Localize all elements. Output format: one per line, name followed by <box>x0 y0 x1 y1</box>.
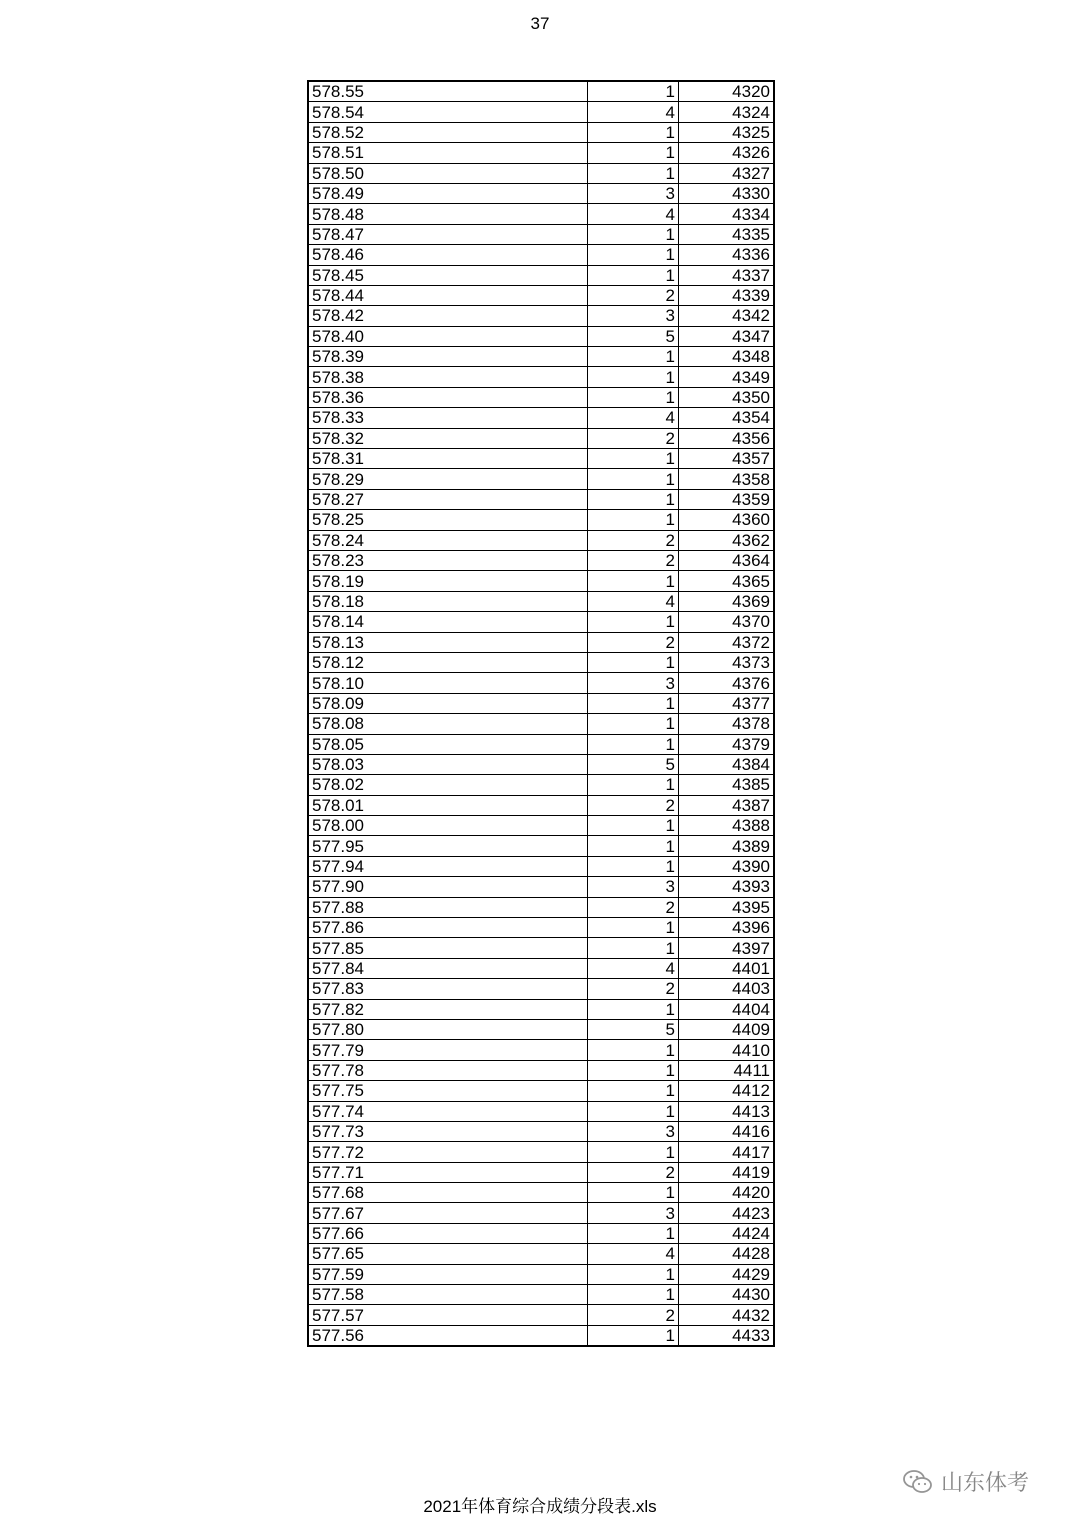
cumulative-cell: 4349 <box>679 367 775 387</box>
count-cell: 1 <box>588 489 679 509</box>
count-cell: 4 <box>588 1244 679 1264</box>
count-cell: 3 <box>588 183 679 203</box>
table-row <box>308 591 774 611</box>
count-cell: 1 <box>588 224 679 244</box>
score-cell: 577.74 <box>308 1101 588 1121</box>
score-cell: 578.54 <box>308 102 588 122</box>
table-row <box>308 938 774 958</box>
cumulative-cell: 4362 <box>679 530 775 550</box>
table-row <box>308 754 774 774</box>
score-cell: 578.49 <box>308 183 588 203</box>
table-row <box>308 367 774 387</box>
cumulative-cell: 4360 <box>679 510 775 530</box>
watermark <box>903 1466 1029 1497</box>
score-cell: 578.46 <box>308 245 588 265</box>
table-row <box>308 877 774 897</box>
table-row <box>308 897 774 917</box>
cumulative-cell: 4403 <box>679 979 775 999</box>
score-cell: 577.59 <box>308 1264 588 1284</box>
cumulative-cell: 4390 <box>679 856 775 876</box>
cumulative-cell: 4339 <box>679 285 775 305</box>
page-number: 37 <box>530 14 550 33</box>
count-cell: 2 <box>588 897 679 917</box>
cumulative-cell: 4423 <box>679 1203 775 1223</box>
cumulative-cell: 4419 <box>679 1162 775 1182</box>
table-row <box>308 999 774 1019</box>
cumulative-cell: 4369 <box>679 591 775 611</box>
cumulative-cell: 4433 <box>679 1325 775 1346</box>
score-cell: 578.12 <box>308 652 588 672</box>
score-cell: 577.95 <box>308 836 588 856</box>
score-cell: 578.52 <box>308 122 588 142</box>
count-cell: 1 <box>588 1183 679 1203</box>
cumulative-cell: 4397 <box>679 938 775 958</box>
cumulative-cell: 4336 <box>679 245 775 265</box>
table-row <box>308 102 774 122</box>
table-row <box>308 265 774 285</box>
score-cell: 577.79 <box>308 1040 588 1060</box>
count-cell: 3 <box>588 877 679 897</box>
table-row <box>308 1264 774 1284</box>
table-row <box>308 1183 774 1203</box>
table-row <box>308 347 774 367</box>
table-row <box>308 958 774 978</box>
cumulative-cell: 4364 <box>679 550 775 570</box>
score-cell: 578.27 <box>308 489 588 509</box>
table-row <box>308 816 774 836</box>
count-cell: 4 <box>588 408 679 428</box>
score-cell: 578.47 <box>308 224 588 244</box>
table-row <box>308 143 774 163</box>
score-cell: 578.39 <box>308 347 588 367</box>
count-cell: 3 <box>588 673 679 693</box>
count-cell: 1 <box>588 836 679 856</box>
cumulative-cell: 4420 <box>679 1183 775 1203</box>
count-cell: 1 <box>588 245 679 265</box>
score-cell: 578.02 <box>308 775 588 795</box>
score-cell: 577.90 <box>308 877 588 897</box>
score-cell: 577.68 <box>308 1183 588 1203</box>
count-cell: 1 <box>588 1223 679 1243</box>
table-row <box>308 428 774 448</box>
table-row <box>308 673 774 693</box>
cumulative-cell: 4359 <box>679 489 775 509</box>
score-cell: 577.58 <box>308 1285 588 1305</box>
table-row <box>308 1101 774 1121</box>
count-cell: 1 <box>588 1040 679 1060</box>
table-row <box>308 1325 774 1346</box>
count-cell: 1 <box>588 1325 679 1346</box>
score-cell: 578.42 <box>308 306 588 326</box>
count-cell: 2 <box>588 550 679 570</box>
count-cell: 1 <box>588 714 679 734</box>
score-cell: 578.14 <box>308 612 588 632</box>
score-cell: 577.82 <box>308 999 588 1019</box>
cumulative-cell: 4389 <box>679 836 775 856</box>
cumulative-cell: 4384 <box>679 754 775 774</box>
count-cell: 1 <box>588 652 679 672</box>
score-cell: 577.84 <box>308 958 588 978</box>
cumulative-cell: 4424 <box>679 1223 775 1243</box>
table-row <box>308 285 774 305</box>
score-cell: 577.66 <box>308 1223 588 1243</box>
score-cell: 577.72 <box>308 1142 588 1162</box>
score-cell: 578.40 <box>308 326 588 346</box>
file-title: 2021年体育综合成绩分段表.xls <box>423 1497 657 1516</box>
cumulative-cell: 4428 <box>679 1244 775 1264</box>
table-row <box>308 693 774 713</box>
score-cell: 577.71 <box>308 1162 588 1182</box>
cumulative-cell: 4342 <box>679 306 775 326</box>
count-cell: 1 <box>588 571 679 591</box>
cumulative-cell: 4416 <box>679 1121 775 1141</box>
cumulative-cell: 4325 <box>679 122 775 142</box>
count-cell: 2 <box>588 285 679 305</box>
cumulative-cell: 4388 <box>679 816 775 836</box>
score-cell: 578.44 <box>308 285 588 305</box>
score-cell: 577.86 <box>308 918 588 938</box>
score-cell: 577.88 <box>308 897 588 917</box>
table-body <box>308 81 774 1346</box>
cumulative-cell: 4372 <box>679 632 775 652</box>
cumulative-cell: 4401 <box>679 958 775 978</box>
count-cell: 1 <box>588 918 679 938</box>
score-cell: 578.50 <box>308 163 588 183</box>
cumulative-cell: 4334 <box>679 204 775 224</box>
score-cell: 578.24 <box>308 530 588 550</box>
table-row <box>308 1162 774 1182</box>
cumulative-cell: 4357 <box>679 449 775 469</box>
cumulative-cell: 4347 <box>679 326 775 346</box>
count-cell: 3 <box>588 1121 679 1141</box>
score-cell: 578.23 <box>308 550 588 570</box>
count-cell: 4 <box>588 958 679 978</box>
table-row <box>308 326 774 346</box>
count-cell: 1 <box>588 367 679 387</box>
table-row <box>308 918 774 938</box>
score-cell: 578.55 <box>308 81 588 102</box>
score-cell: 578.08 <box>308 714 588 734</box>
count-cell: 1 <box>588 449 679 469</box>
table-row <box>308 1081 774 1101</box>
score-cell: 577.67 <box>308 1203 588 1223</box>
score-cell: 578.38 <box>308 367 588 387</box>
cumulative-cell: 4337 <box>679 265 775 285</box>
cumulative-cell: 4358 <box>679 469 775 489</box>
table-row <box>308 1040 774 1060</box>
count-cell: 3 <box>588 1203 679 1223</box>
count-cell: 2 <box>588 795 679 815</box>
cumulative-cell: 4396 <box>679 918 775 938</box>
cumulative-cell: 4410 <box>679 1040 775 1060</box>
cumulative-cell: 4377 <box>679 693 775 713</box>
cumulative-cell: 4432 <box>679 1305 775 1325</box>
table-row <box>308 224 774 244</box>
cumulative-cell: 4417 <box>679 1142 775 1162</box>
cumulative-cell: 4324 <box>679 102 775 122</box>
score-cell: 578.51 <box>308 143 588 163</box>
count-cell: 1 <box>588 1101 679 1121</box>
score-cell: 577.57 <box>308 1305 588 1325</box>
table-row <box>308 836 774 856</box>
table-row <box>308 1203 774 1223</box>
count-cell: 1 <box>588 856 679 876</box>
cumulative-cell: 4385 <box>679 775 775 795</box>
score-cell: 578.05 <box>308 734 588 754</box>
table-row <box>308 1142 774 1162</box>
count-cell: 2 <box>588 428 679 448</box>
table-row <box>308 632 774 652</box>
table-row <box>308 408 774 428</box>
table-row <box>308 979 774 999</box>
table-row <box>308 387 774 407</box>
cumulative-cell: 4395 <box>679 897 775 917</box>
score-cell: 578.33 <box>308 408 588 428</box>
score-cell: 578.03 <box>308 754 588 774</box>
count-cell: 1 <box>588 469 679 489</box>
cumulative-cell: 4320 <box>679 81 775 102</box>
score-cell: 578.25 <box>308 510 588 530</box>
table-row <box>308 612 774 632</box>
cumulative-cell: 4335 <box>679 224 775 244</box>
count-cell: 1 <box>588 387 679 407</box>
cumulative-cell: 4330 <box>679 183 775 203</box>
count-cell: 1 <box>588 1081 679 1101</box>
table-row <box>308 795 774 815</box>
cumulative-cell: 4412 <box>679 1081 775 1101</box>
table-row <box>308 122 774 142</box>
table-row <box>308 1285 774 1305</box>
count-cell: 5 <box>588 1019 679 1039</box>
table-row <box>308 245 774 265</box>
cumulative-cell: 4373 <box>679 652 775 672</box>
count-cell: 1 <box>588 265 679 285</box>
table-row <box>308 1244 774 1264</box>
score-cell: 578.18 <box>308 591 588 611</box>
table-row <box>308 1223 774 1243</box>
score-cell: 577.56 <box>308 1325 588 1346</box>
table-row <box>308 775 774 795</box>
count-cell: 2 <box>588 632 679 652</box>
table-row <box>308 652 774 672</box>
score-cell: 577.73 <box>308 1121 588 1141</box>
count-cell: 1 <box>588 999 679 1019</box>
score-cell: 577.78 <box>308 1060 588 1080</box>
score-cell: 578.13 <box>308 632 588 652</box>
count-cell: 1 <box>588 693 679 713</box>
score-cell: 578.31 <box>308 449 588 469</box>
cumulative-cell: 4387 <box>679 795 775 815</box>
score-cell: 577.65 <box>308 1244 588 1264</box>
cumulative-cell: 4413 <box>679 1101 775 1121</box>
count-cell: 1 <box>588 1142 679 1162</box>
count-cell: 3 <box>588 306 679 326</box>
table-row <box>308 714 774 734</box>
count-cell: 2 <box>588 1305 679 1325</box>
count-cell: 1 <box>588 81 679 102</box>
count-cell: 1 <box>588 1264 679 1284</box>
score-cell: 578.10 <box>308 673 588 693</box>
cumulative-cell: 4429 <box>679 1264 775 1284</box>
score-cell: 578.32 <box>308 428 588 448</box>
table-row <box>308 1019 774 1039</box>
cumulative-cell: 4370 <box>679 612 775 632</box>
count-cell: 1 <box>588 347 679 367</box>
count-cell: 4 <box>588 204 679 224</box>
table-row <box>308 1060 774 1080</box>
table-row <box>308 571 774 591</box>
cumulative-cell: 4409 <box>679 1019 775 1039</box>
cumulative-cell: 4354 <box>679 408 775 428</box>
table-row <box>308 1305 774 1325</box>
table-row <box>308 183 774 203</box>
count-cell: 1 <box>588 938 679 958</box>
cumulative-cell: 4411 <box>679 1060 775 1080</box>
count-cell: 1 <box>588 122 679 142</box>
count-cell: 1 <box>588 734 679 754</box>
table-row <box>308 510 774 530</box>
score-cell: 578.09 <box>308 693 588 713</box>
cumulative-cell: 4378 <box>679 714 775 734</box>
score-cell: 578.48 <box>308 204 588 224</box>
cumulative-cell: 4393 <box>679 877 775 897</box>
score-cell: 577.94 <box>308 856 588 876</box>
cumulative-cell: 4430 <box>679 1285 775 1305</box>
count-cell: 5 <box>588 754 679 774</box>
table-row <box>308 81 774 102</box>
score-cell: 578.29 <box>308 469 588 489</box>
cumulative-cell: 4327 <box>679 163 775 183</box>
count-cell: 1 <box>588 612 679 632</box>
count-cell: 4 <box>588 102 679 122</box>
count-cell: 1 <box>588 1060 679 1080</box>
count-cell: 5 <box>588 326 679 346</box>
table-row <box>308 204 774 224</box>
table-row <box>308 163 774 183</box>
count-cell: 1 <box>588 510 679 530</box>
cumulative-cell: 4365 <box>679 571 775 591</box>
cumulative-cell: 4348 <box>679 347 775 367</box>
count-cell: 1 <box>588 1285 679 1305</box>
count-cell: 2 <box>588 530 679 550</box>
wechat-icon <box>903 1469 933 1495</box>
score-cell: 578.00 <box>308 816 588 836</box>
count-cell: 1 <box>588 775 679 795</box>
table-row <box>308 449 774 469</box>
count-cell: 1 <box>588 163 679 183</box>
table-row <box>308 1121 774 1141</box>
score-cell: 577.80 <box>308 1019 588 1039</box>
table-row <box>308 530 774 550</box>
cumulative-cell: 4326 <box>679 143 775 163</box>
cumulative-cell: 4376 <box>679 673 775 693</box>
cumulative-cell: 4350 <box>679 387 775 407</box>
score-distribution-table <box>307 80 775 1347</box>
count-cell: 2 <box>588 979 679 999</box>
score-cell: 578.01 <box>308 795 588 815</box>
count-cell: 1 <box>588 143 679 163</box>
count-cell: 1 <box>588 816 679 836</box>
cumulative-cell: 4404 <box>679 999 775 1019</box>
score-cell: 577.83 <box>308 979 588 999</box>
cumulative-cell: 4356 <box>679 428 775 448</box>
count-cell: 4 <box>588 591 679 611</box>
count-cell: 2 <box>588 1162 679 1182</box>
table-row <box>308 469 774 489</box>
score-cell: 577.75 <box>308 1081 588 1101</box>
table-row <box>308 489 774 509</box>
score-cell: 578.45 <box>308 265 588 285</box>
cumulative-cell: 4379 <box>679 734 775 754</box>
score-cell: 578.36 <box>308 387 588 407</box>
table-row <box>308 306 774 326</box>
score-cell: 577.85 <box>308 938 588 958</box>
table-row <box>308 550 774 570</box>
score-cell: 578.19 <box>308 571 588 591</box>
table-row <box>308 856 774 876</box>
table-row <box>308 734 774 754</box>
watermark-text: 山东体考 <box>941 1470 1030 1495</box>
